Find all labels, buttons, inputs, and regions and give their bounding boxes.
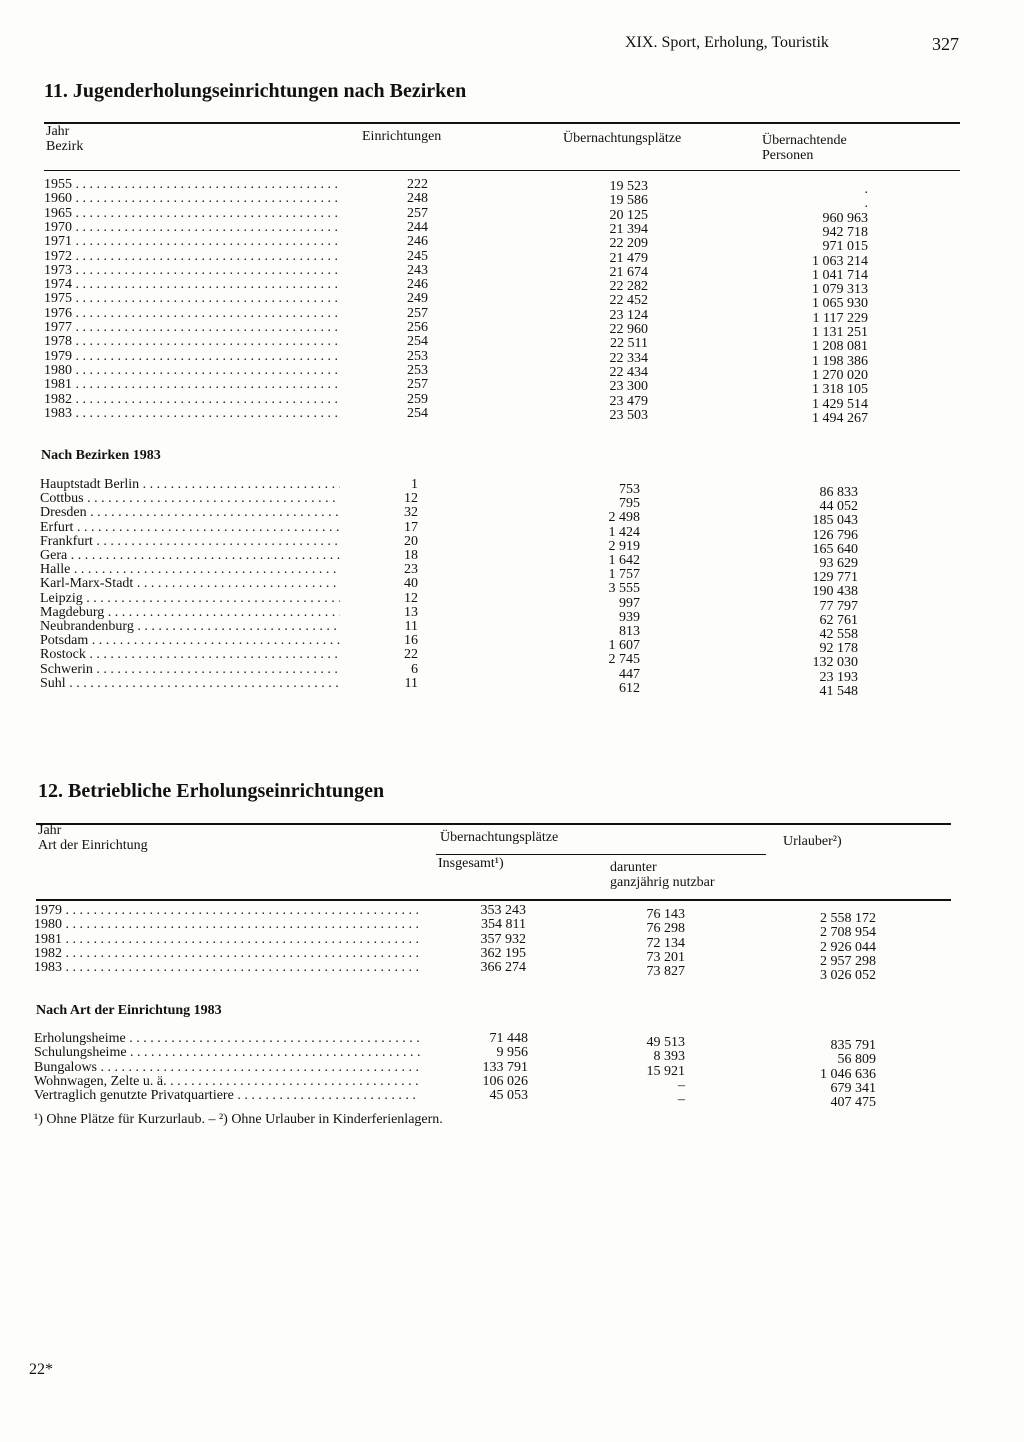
- row-label: Schulungsheime . . .: [34, 1046, 420, 1060]
- cell-col2: 21 394: [609, 221, 648, 237]
- cell-col1: 257: [407, 377, 428, 393]
- cell-col3: 56 809: [837, 1052, 876, 1068]
- row-label: 1979 . . .: [44, 350, 340, 364]
- table-row: [44, 277, 944, 298]
- table-row: [44, 362, 944, 383]
- row-label: Schwerin . . .: [40, 663, 340, 677]
- row-label: 1971 . . .: [44, 235, 340, 249]
- cell-col2: 19 523: [609, 179, 648, 194]
- row-label: 1972 . . .: [44, 250, 340, 264]
- row-label: Cottbus . . .: [40, 492, 340, 506]
- table-row: [44, 348, 944, 369]
- cell-col3: 1 046 636: [820, 1066, 876, 1082]
- row-label: Wohnwagen, Zelte u. ä. . . .: [34, 1075, 420, 1089]
- row-label: 1978 . . .: [44, 335, 340, 349]
- cell-col3: 92 178: [819, 641, 858, 657]
- row-label: Karl-Marx-Stadt . . .: [40, 577, 340, 591]
- row-label: 1960 . . .: [44, 192, 340, 206]
- row-label: Dresden . . .: [40, 506, 340, 520]
- table-row: [44, 205, 944, 226]
- cell-col2: 76 143: [646, 907, 685, 922]
- cell-col3: 2 926 044: [820, 939, 876, 955]
- cell-col3: 86 833: [819, 485, 858, 500]
- row-label: Erfurt . . .: [40, 521, 340, 535]
- cell-col2: 21 674: [609, 264, 648, 280]
- cell-col2: 23 479: [609, 393, 648, 409]
- table-11-col-persons-line1: Übernachtende: [762, 133, 847, 148]
- cell-col1: 16: [404, 633, 418, 649]
- cell-col1: 253: [407, 362, 428, 378]
- table-11-head-rule: [44, 170, 960, 171]
- row-label: 1973 . . .: [44, 264, 340, 278]
- table-11-subheading: Nach Bezirken 1983: [41, 448, 161, 463]
- table-11-stub-head-year: Jahr: [46, 124, 70, 139]
- cell-col1: 259: [407, 391, 428, 407]
- cell-col3: 1 318 105: [812, 382, 868, 398]
- table-row: [44, 320, 944, 340]
- table-12-subheading: Nach Art der Einrichtung 1983: [36, 1003, 222, 1018]
- table-12-col-group: Übernachtungsplätze: [440, 830, 559, 845]
- row-label: 1980 . . .: [34, 918, 418, 932]
- table-row: [44, 248, 944, 269]
- table-row: [44, 219, 944, 240]
- cell-col1: 1: [411, 477, 418, 492]
- cell-col2: 23 124: [609, 307, 648, 323]
- cell-col1: 6: [411, 661, 418, 677]
- table-row: [44, 291, 944, 312]
- table-12-head-rule: [36, 899, 951, 901]
- cell-col2: 2 919: [608, 538, 640, 554]
- cell-col1: 17: [404, 519, 418, 535]
- cell-col3: 942 718: [822, 224, 868, 240]
- cell-col2: 8 393: [653, 1049, 685, 1065]
- cell-col3: 93 629: [819, 556, 858, 571]
- cell-col1: 366 274: [480, 960, 526, 976]
- table-row: [44, 191, 944, 212]
- cell-col3: 679 341: [830, 1080, 876, 1096]
- cell-col3: 1 065 930: [812, 296, 868, 312]
- cell-col3: 23 193: [819, 669, 858, 685]
- table-11-title: 11. Jugenderholungseinrichtungen nach Bezirken: [44, 80, 467, 102]
- row-label: Hauptstadt Berlin . . .: [40, 478, 340, 492]
- cell-col1: 12: [404, 590, 418, 606]
- cell-col1: 18: [404, 548, 418, 563]
- cell-col1: 362 195: [480, 945, 526, 961]
- cell-col1: 257: [407, 205, 428, 221]
- cell-col3: 185 043: [812, 513, 858, 529]
- cell-col2: 22 960: [609, 322, 648, 337]
- cell-col2: 795: [619, 496, 640, 512]
- cell-col3: 126 796: [812, 527, 858, 543]
- cell-col1: 249: [407, 291, 428, 307]
- cell-col3: 62 761: [819, 612, 858, 628]
- row-label: 1979 . . .: [34, 904, 418, 918]
- cell-col2: 73 827: [646, 964, 685, 980]
- row-label: Rostock . . .: [40, 648, 340, 662]
- row-label: 1982 . . .: [34, 947, 418, 961]
- row-label: 1975 . . .: [44, 292, 340, 306]
- row-label: 1983 . . .: [34, 961, 418, 975]
- cell-col2: 19 586: [609, 193, 648, 209]
- signature-mark: 22*: [29, 1361, 53, 1378]
- row-label: 1981 . . .: [34, 933, 418, 947]
- cell-col3: 190 438: [812, 584, 858, 600]
- cell-col3: 1 117 229: [812, 310, 868, 326]
- cell-col3: 3 026 052: [820, 968, 876, 984]
- cell-col1: 13: [404, 604, 418, 620]
- cell-col1: 11: [404, 675, 418, 691]
- cell-col2: 1 642: [608, 553, 640, 568]
- cell-col2: 21 479: [609, 250, 648, 266]
- table-11-col-overnight-places: Übernachtungsplätze: [563, 131, 682, 146]
- cell-col2: 22 452: [609, 293, 648, 309]
- table-11-col-facilities: Einrichtungen: [362, 129, 442, 144]
- cell-col2: 23 503: [609, 407, 648, 423]
- table-12-col-yearround-line1: darunter: [610, 860, 657, 875]
- table-12-top-rule: [36, 823, 951, 825]
- cell-col3: 1 079 313: [812, 282, 868, 298]
- cell-col2: 1 757: [608, 567, 640, 583]
- row-label: 1983 . . .: [44, 407, 340, 421]
- row-label: 1980 . . .: [44, 364, 340, 378]
- row-label: 1982 . . .: [44, 393, 340, 407]
- row-label: Leipzig . . .: [40, 592, 340, 606]
- cell-col3: 42 558: [819, 627, 858, 642]
- section-header: XIX. Sport, Erholung, Touristik: [625, 34, 829, 51]
- cell-col3: 41 548: [819, 683, 858, 699]
- cell-col1: 254: [407, 405, 428, 421]
- row-label: Bungalows . . .: [34, 1061, 420, 1075]
- table-12-group-rule: [436, 854, 766, 855]
- cell-col2: 49 513: [646, 1035, 685, 1050]
- cell-col2: 20 125: [609, 207, 648, 223]
- cell-col1: 106 026: [482, 1073, 528, 1089]
- cell-col3: 165 640: [812, 541, 858, 557]
- row-label: 1970 . . .: [44, 221, 340, 235]
- cell-col3: 960 963: [822, 210, 868, 226]
- cell-col1: 256: [407, 320, 428, 335]
- table-12-col-yearround-line2: ganzjährig nutzbar: [610, 875, 715, 890]
- cell-col2: 2 745: [608, 652, 640, 668]
- cell-col3: 971 015: [822, 239, 868, 255]
- cell-col1: 12: [404, 491, 418, 507]
- table-row: [44, 305, 944, 326]
- table-12-col-total: Insgesamt¹): [438, 856, 504, 871]
- cell-col1: 133 791: [482, 1059, 528, 1075]
- table-row: [44, 377, 944, 398]
- cell-col2: 23 300: [609, 379, 648, 395]
- table-row: [34, 960, 934, 984]
- table-12-stub-head-type: Art der Einrichtung: [38, 838, 148, 853]
- row-label: 1976 . . .: [44, 307, 340, 321]
- cell-col1: 32: [404, 505, 418, 521]
- table-row: [44, 234, 944, 255]
- cell-col1: 354 811: [481, 917, 526, 933]
- cell-col1: 248: [407, 191, 428, 207]
- table-11-stub-head-district: Bezirk: [46, 139, 84, 154]
- table-12-title: 12. Betriebliche Erholungseinrichtungen: [38, 780, 385, 802]
- cell-col3: 2 708 954: [820, 925, 876, 941]
- row-label: Suhl . . .: [40, 677, 340, 691]
- cell-col2: 1 607: [608, 638, 640, 654]
- cell-col3: 1 198 386: [812, 353, 868, 369]
- cell-col3: 2 957 298: [820, 953, 876, 969]
- table-11-top-rule: [44, 122, 960, 124]
- cell-col3: 1 131 251: [812, 325, 868, 340]
- cell-col1: 246: [407, 277, 428, 293]
- table-row: [44, 405, 944, 426]
- table-row: [44, 177, 944, 197]
- cell-col2: 2 498: [608, 510, 640, 526]
- row-label: Neubrandenburg . . .: [40, 620, 340, 634]
- table-row: [44, 262, 944, 283]
- cell-col2: 753: [619, 482, 640, 497]
- cell-col3: 1 494 267: [812, 410, 868, 426]
- cell-col3: .: [864, 196, 868, 212]
- cell-col1: 257: [407, 305, 428, 321]
- cell-col1: 22: [404, 647, 418, 663]
- cell-col3: 1 063 214: [812, 253, 868, 269]
- cell-col1: 11: [404, 619, 418, 634]
- cell-col2: 15 921: [646, 1063, 685, 1079]
- cell-col1: 243: [407, 262, 428, 278]
- cell-col2: 939: [619, 609, 640, 625]
- cell-col3: 132 030: [812, 655, 858, 671]
- cell-col1: 246: [407, 234, 428, 250]
- row-label: 1965 . . .: [44, 207, 340, 221]
- cell-col2: 3 555: [608, 581, 640, 597]
- row-label: 1977 . . .: [44, 321, 340, 335]
- row-label: Frankfurt . . .: [40, 535, 340, 549]
- cell-col1: 353 243: [480, 903, 526, 918]
- cell-col3: 129 771: [812, 570, 858, 586]
- table-row: [40, 675, 940, 699]
- cell-col3: 1 208 081: [812, 339, 868, 355]
- cell-col1: 20: [404, 533, 418, 549]
- table-12-stub-head-year: Jahr: [38, 823, 62, 838]
- cell-col3: 77 797: [819, 598, 858, 614]
- cell-col2: 22 282: [609, 279, 648, 295]
- cell-col2: 72 134: [646, 935, 685, 951]
- table-12-footnote: ¹) Ohne Plätze für Kurzurlaub. – ²) Ohne Urlauber in Kinderferienlagern.: [34, 1112, 443, 1127]
- cell-col1: 245: [407, 248, 428, 264]
- row-label: Vertraglich genutzte Privatquartiere . . .: [34, 1089, 420, 1103]
- row-label: Potsdam . . .: [40, 634, 340, 648]
- cell-col1: 71 448: [489, 1031, 528, 1046]
- table-12-col-vacationers: Urlauber²): [783, 834, 842, 849]
- page-number: 327: [932, 34, 959, 54]
- cell-col2: 22 209: [609, 236, 648, 252]
- cell-col1: 357 932: [480, 931, 526, 947]
- cell-col2: 76 298: [646, 921, 685, 937]
- cell-col1: 253: [407, 348, 428, 364]
- cell-col2: 1 424: [608, 524, 640, 540]
- cell-col1: 222: [407, 177, 428, 192]
- row-label: Magdeburg . . .: [40, 606, 340, 620]
- row-label: Gera . . .: [40, 549, 340, 563]
- table-11-col-persons-line2: Personen: [762, 148, 814, 163]
- cell-col2: 22 334: [609, 350, 648, 366]
- cell-col2: 813: [619, 624, 640, 639]
- cell-col1: 9 956: [496, 1045, 528, 1061]
- cell-col2: 997: [619, 595, 640, 611]
- cell-col3: .: [864, 182, 868, 197]
- cell-col3: 835 791: [830, 1038, 876, 1053]
- cell-col3: 1 270 020: [812, 367, 868, 383]
- cell-col3: 44 052: [819, 499, 858, 515]
- cell-col1: 254: [407, 334, 428, 350]
- row-label: 1981 . . .: [44, 378, 340, 392]
- cell-col1: 244: [407, 219, 428, 235]
- cell-col2: 447: [619, 666, 640, 682]
- row-label: Halle . . .: [40, 563, 340, 577]
- cell-col2: 22 511: [610, 336, 648, 352]
- cell-col3: 2 558 172: [820, 911, 876, 926]
- cell-col3: 1 429 514: [812, 396, 868, 412]
- cell-col2: 22 434: [609, 364, 648, 380]
- row-label: 1974 . . .: [44, 278, 340, 292]
- row-label: Erholungsheime . . .: [34, 1032, 420, 1046]
- cell-col2: –: [678, 1077, 685, 1093]
- cell-col3: 407 475: [830, 1095, 876, 1111]
- cell-col1: 45 053: [489, 1088, 528, 1104]
- cell-col2: 612: [619, 680, 640, 696]
- cell-col1: 23: [404, 562, 418, 578]
- cell-col2: 73 201: [646, 949, 685, 965]
- table-row: [44, 391, 944, 412]
- cell-col3: 1 041 714: [812, 267, 868, 283]
- cell-col2: –: [678, 1092, 685, 1108]
- row-label: 1955 . . .: [44, 178, 340, 192]
- cell-col1: 40: [404, 576, 418, 592]
- table-row: [44, 334, 944, 355]
